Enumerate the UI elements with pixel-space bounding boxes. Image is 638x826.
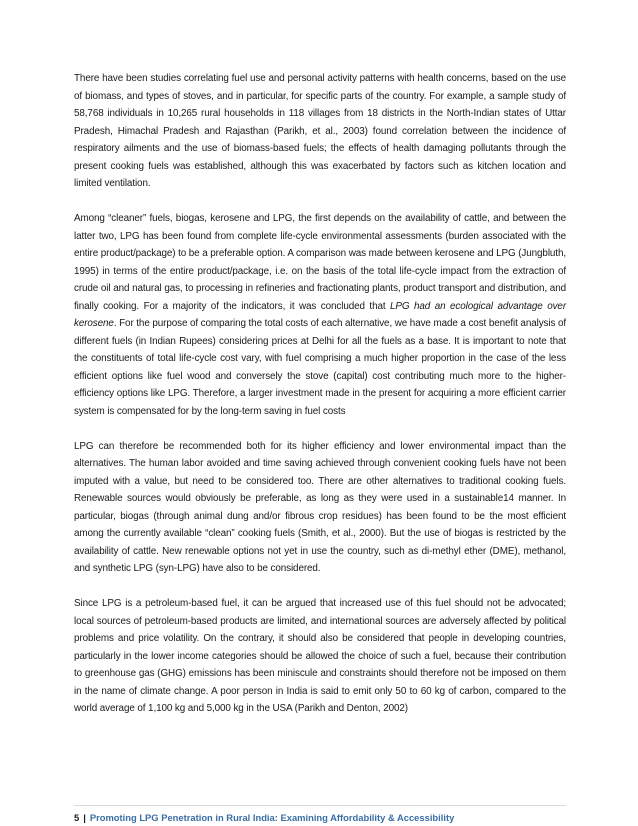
page-footer — [74, 812, 566, 824]
footer-divider — [74, 805, 566, 806]
footer-document-title: Promoting LPG Penetration in Rural India: Examining Affordability & Accessibility — [89, 812, 455, 823]
body-text — [74, 70, 566, 735]
paragraph-health-studies: There have been studies correlating fuel use and personal activity patterns with health concerns, based on the use of biomass, and types of stoves, and in particular, for specific parts of the country. For example, a sample study of 58,768 individuals in 10,265 rural households in 118 villages from 18 districts in the North-Indian states of Uttar Pradesh, Himachal Pradesh and Rajasthan (Parikh, et al., 2003) found correlation between the incidence of respiratory ailments and the use of biomass-based fuels; the effects of health damaging pollutants through the present cooking fuels was established, although this was exacerbated by factors such as kitchen location and limited ventilation. — [74, 73, 566, 189]
paragraph-cleaner-fuels-part2: . For the purpose of comparing the total costs of each alternative, we have made a cost benefit analysis of different fuels (in Indian Rupees) considering prices at Delhi for all the fuels as a base. It is important to note that the constituents of total life-cycle cost vary, with fuel comprising a much higher proportion in the case of the less efficient options like fuel wood and conversely the stove (capital) cost contributing much more to the higher-efficiency options like LPG. Therefore, a larger investment made in the present for acquiring a more efficient carrier system is compensated for by the long-term saving in fuel costs — [74, 318, 566, 417]
paragraph-cleaner-fuels-emphasis: LPG had an ecological advantage over kerosene — [74, 300, 567, 329]
footer-separator: | — [83, 812, 86, 823]
paragraph-lpg-recommendation: LPG can therefore be recommended both for its higher efficiency and lower environmental impact than the alternatives. The human labor avoided and time saving achieved through convenient cooking fuels have not been imputed with a value, but need to be considered too. There are other alternatives to traditional cooking fuels. Renewable sources would obviously be preferable, as long as they were used in a sustainable14 manner. In particular, biogas (through animal dung and/or fibrous crop residues) has been found to be the most efficient among the currently available “clean” cooking fuels (Smith, et al., 2000). But the use of biogas is restricted by the availability of cattle. New renewable options not yet in use the country, such as di-methyl ether (DME), methanol, and synthetic LPG (syn-LPG) have also to be considered. — [74, 440, 566, 574]
paragraph-cleaner-fuels — [74, 210, 566, 420]
page-number: 5 — [74, 812, 80, 823]
paragraph-cleaner-fuels-part1: Among “cleaner” fuels, biogas, kerosene and LPG, the first depends on the availability of cattle, and between the latter two, LPG has been found from complete life-cycle environmental assessments (burden associated with the entire product/package) to be a preferable option. A comparison was made between kerosene and LPG (Jungbluth, 1995) in terms of the entire product/package, i.e. on the basis of the total life-cycle impact from the extraction of crude oil and natural gas, to processing in refineries and fractionating plants, product transport and distribution, and finally cooking. For a majority of the indicators, it was concluded that — [74, 213, 566, 312]
paragraph-petroleum-argument: Since LPG is a petroleum-based fuel, it can be argued that increased use of this fuel should not be advocated; local sources of petroleum-based products are limited, and international sources are adversely affected by political problems and price volatility. On the contrary, it should also be considered that people in developing countries, particularly in the lower income categories should be allowed the choice of such a fuel, because their contribution to greenhouse gas (GHG) emissions has been miniscule and constraints should therefore not be imposed on them in the name of climate change. A poor person in India is said to emit only 50 to 60 kg of carbon, compared to the world average of 1,100 kg and 5,000 kg in the USA (Parikh and Denton, 2002) — [74, 598, 566, 714]
